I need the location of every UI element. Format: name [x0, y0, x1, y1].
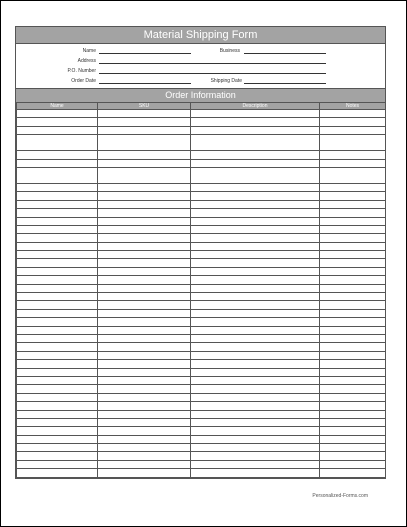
order-cell-notes[interactable]	[320, 376, 386, 384]
order-cell-sku[interactable]	[98, 276, 191, 284]
material-shipping-form	[15, 26, 386, 479]
order-cell-name[interactable]	[17, 151, 98, 159]
order-cell-name[interactable]	[17, 242, 98, 250]
order-cell-description[interactable]	[191, 368, 320, 376]
order-cell-description[interactable]	[191, 209, 320, 217]
order-cell-description[interactable]	[191, 217, 320, 225]
order-cell-sku[interactable]	[98, 192, 191, 200]
column-header-description: Description	[191, 103, 320, 110]
order-cell-name[interactable]	[17, 402, 98, 410]
order-cell-description[interactable]	[191, 242, 320, 250]
order-cell-notes[interactable]	[320, 183, 386, 191]
order-cell-description[interactable]	[191, 318, 320, 326]
order-cell-sku[interactable]	[98, 360, 191, 368]
order-cell-notes[interactable]	[320, 309, 386, 317]
table-row	[17, 167, 386, 183]
table-row	[17, 259, 386, 267]
order-cell-notes[interactable]	[320, 343, 386, 351]
order-cell-sku[interactable]	[98, 259, 191, 267]
order-cell-sku[interactable]	[98, 435, 191, 443]
order-cell-name[interactable]	[17, 410, 98, 418]
order-cell-name[interactable]	[17, 368, 98, 376]
order-cell-sku[interactable]	[98, 318, 191, 326]
table-row	[17, 368, 386, 376]
order-cell-notes[interactable]	[320, 259, 386, 267]
table-row	[17, 284, 386, 292]
order-cell-notes[interactable]	[320, 326, 386, 334]
table-row	[17, 469, 386, 477]
order-cell-sku[interactable]	[98, 159, 191, 167]
order-cell-description[interactable]	[191, 435, 320, 443]
po-number-field[interactable]	[99, 73, 326, 74]
order-cell-description[interactable]	[191, 200, 320, 208]
order-cell-sku[interactable]	[98, 293, 191, 301]
order-cell-notes[interactable]	[320, 410, 386, 418]
table-row	[17, 452, 386, 460]
order-cell-name[interactable]	[17, 435, 98, 443]
order-cell-description[interactable]	[191, 418, 320, 426]
order-cell-name[interactable]	[17, 418, 98, 426]
order-cell-name[interactable]	[17, 200, 98, 208]
shipping-date-field[interactable]	[244, 83, 326, 84]
order-cell-name[interactable]	[17, 217, 98, 225]
table-row	[17, 334, 386, 342]
footer-credit: Personalized-Forms.com	[312, 493, 368, 499]
order-cell-notes[interactable]	[320, 293, 386, 301]
business-label: Business	[219, 48, 240, 54]
order-cell-name[interactable]	[17, 118, 98, 126]
order-cell-name[interactable]	[17, 351, 98, 359]
order-cell-sku[interactable]	[98, 351, 191, 359]
order-cell-description[interactable]	[191, 167, 320, 183]
order-cell-description[interactable]	[191, 393, 320, 401]
table-row	[17, 209, 386, 217]
order-cell-name[interactable]	[17, 284, 98, 292]
order-cell-sku[interactable]	[98, 393, 191, 401]
order-cell-name[interactable]	[17, 393, 98, 401]
table-row	[17, 251, 386, 259]
table-row	[17, 360, 386, 368]
order-cell-sku[interactable]	[98, 183, 191, 191]
table-row	[17, 159, 386, 167]
order-cell-name[interactable]	[17, 159, 98, 167]
order-cell-description[interactable]	[191, 309, 320, 317]
table-row	[17, 192, 386, 200]
order-cell-description[interactable]	[191, 360, 320, 368]
order-cell-sku[interactable]	[98, 418, 191, 426]
order-cell-notes[interactable]	[320, 368, 386, 376]
order-cell-name[interactable]	[17, 301, 98, 309]
order-cell-notes[interactable]	[320, 200, 386, 208]
order-cell-sku[interactable]	[98, 135, 191, 151]
order-cell-sku[interactable]	[98, 385, 191, 393]
order-cell-name[interactable]	[17, 276, 98, 284]
order-cell-sku[interactable]	[98, 402, 191, 410]
order-cell-notes[interactable]	[320, 402, 386, 410]
table-row	[17, 427, 386, 435]
table-row	[17, 200, 386, 208]
order-cell-sku[interactable]	[98, 251, 191, 259]
order-cell-name[interactable]	[17, 452, 98, 460]
order-information-header: Order Information	[16, 88, 385, 103]
order-cell-notes[interactable]	[320, 118, 386, 126]
form-fields	[16, 44, 385, 88]
order-cell-name[interactable]	[17, 126, 98, 134]
order-cell-name[interactable]	[17, 167, 98, 183]
table-row	[17, 234, 386, 242]
order-cell-sku[interactable]	[98, 167, 191, 183]
table-row	[17, 402, 386, 410]
order-cell-sku[interactable]	[98, 234, 191, 242]
name-field[interactable]	[99, 53, 191, 54]
table-row	[17, 410, 386, 418]
table-row	[17, 460, 386, 468]
name-label: Name	[82, 48, 96, 54]
order-cell-notes[interactable]	[320, 318, 386, 326]
order-cell-name[interactable]	[17, 427, 98, 435]
order-cell-notes[interactable]	[320, 159, 386, 167]
order-cell-description[interactable]	[191, 276, 320, 284]
order-cell-sku[interactable]	[98, 110, 191, 118]
order-cell-description[interactable]	[191, 126, 320, 134]
order-cell-sku[interactable]	[98, 301, 191, 309]
order-cell-description[interactable]	[191, 234, 320, 242]
order-cell-sku[interactable]	[98, 452, 191, 460]
order-cell-sku[interactable]	[98, 460, 191, 468]
table-row	[17, 376, 386, 384]
column-header-sku: SKU	[98, 103, 191, 110]
order-cell-name[interactable]	[17, 192, 98, 200]
order-cell-description[interactable]	[191, 267, 320, 275]
order-cell-notes[interactable]	[320, 267, 386, 275]
order-cell-description[interactable]	[191, 452, 320, 460]
order-cell-sku[interactable]	[98, 309, 191, 317]
order-cell-sku[interactable]	[98, 326, 191, 334]
order-cell-sku[interactable]	[98, 469, 191, 477]
order-cell-description[interactable]	[191, 402, 320, 410]
order-cell-sku[interactable]	[98, 343, 191, 351]
order-cell-notes[interactable]	[320, 284, 386, 292]
order-cell-description[interactable]	[191, 410, 320, 418]
order-cell-notes[interactable]	[320, 234, 386, 242]
order-cell-name[interactable]	[17, 135, 98, 151]
order-cell-description[interactable]	[191, 159, 320, 167]
order-cell-description[interactable]	[191, 460, 320, 468]
order-cell-name[interactable]	[17, 293, 98, 301]
order-cell-description[interactable]	[191, 192, 320, 200]
order-cell-description[interactable]	[191, 183, 320, 191]
order-cell-notes[interactable]	[320, 301, 386, 309]
order-cell-sku[interactable]	[98, 267, 191, 275]
order-rows	[17, 110, 386, 478]
order-cell-description[interactable]	[191, 110, 320, 118]
table-row	[17, 343, 386, 351]
order-cell-notes[interactable]	[320, 151, 386, 159]
order-cell-description[interactable]	[191, 118, 320, 126]
order-cell-notes[interactable]	[320, 452, 386, 460]
order-cell-notes[interactable]	[320, 385, 386, 393]
order-cell-notes[interactable]	[320, 126, 386, 134]
table-row	[17, 444, 386, 452]
order-cell-name[interactable]	[17, 385, 98, 393]
order-cell-notes[interactable]	[320, 167, 386, 183]
order-cell-description[interactable]	[191, 151, 320, 159]
order-cell-name[interactable]	[17, 259, 98, 267]
order-cell-notes[interactable]	[320, 242, 386, 250]
order-cell-sku[interactable]	[98, 242, 191, 250]
table-row	[17, 225, 386, 233]
order-cell-notes[interactable]	[320, 393, 386, 401]
table-row	[17, 393, 386, 401]
order-cell-sku[interactable]	[98, 225, 191, 233]
order-cell-name[interactable]	[17, 360, 98, 368]
order-cell-sku[interactable]	[98, 126, 191, 134]
order-cell-notes[interactable]	[320, 110, 386, 118]
order-cell-sku[interactable]	[98, 427, 191, 435]
order-cell-description[interactable]	[191, 251, 320, 259]
order-cell-notes[interactable]	[320, 209, 386, 217]
table-row	[17, 126, 386, 134]
order-cell-notes[interactable]	[320, 217, 386, 225]
order-cell-description[interactable]	[191, 427, 320, 435]
order-cell-description[interactable]	[191, 469, 320, 477]
order-cell-sku[interactable]	[98, 444, 191, 452]
order-cell-description[interactable]	[191, 326, 320, 334]
order-cell-name[interactable]	[17, 234, 98, 242]
order-cell-sku[interactable]	[98, 334, 191, 342]
order-cell-description[interactable]	[191, 301, 320, 309]
address-label: Address	[77, 58, 96, 64]
table-row	[17, 110, 386, 118]
shipping-date-label: Shipping Date	[210, 78, 242, 84]
order-cell-notes[interactable]	[320, 435, 386, 443]
table-row	[17, 242, 386, 250]
table-row	[17, 151, 386, 159]
address-field[interactable]	[99, 63, 326, 64]
table-row	[17, 326, 386, 334]
table-row	[17, 435, 386, 443]
table-row	[17, 135, 386, 151]
order-cell-description[interactable]	[191, 259, 320, 267]
order-cell-notes[interactable]	[320, 192, 386, 200]
order-cell-notes[interactable]	[320, 418, 386, 426]
order-cell-description[interactable]	[191, 343, 320, 351]
order-cell-name[interactable]	[17, 376, 98, 384]
order-cell-description[interactable]	[191, 385, 320, 393]
table-row	[17, 217, 386, 225]
order-cell-notes[interactable]	[320, 460, 386, 468]
order-cell-name[interactable]	[17, 460, 98, 468]
order-cell-description[interactable]	[191, 351, 320, 359]
order-date-field[interactable]	[99, 83, 191, 84]
order-cell-description[interactable]	[191, 444, 320, 452]
order-cell-name[interactable]	[17, 343, 98, 351]
order-cell-name[interactable]	[17, 225, 98, 233]
table-row	[17, 309, 386, 317]
table-row	[17, 418, 386, 426]
order-cell-sku[interactable]	[98, 118, 191, 126]
order-cell-name[interactable]	[17, 251, 98, 259]
order-cell-description[interactable]	[191, 135, 320, 151]
table-row	[17, 267, 386, 275]
order-cell-description[interactable]	[191, 376, 320, 384]
order-cell-notes[interactable]	[320, 427, 386, 435]
order-cell-sku[interactable]	[98, 410, 191, 418]
order-cell-notes[interactable]	[320, 135, 386, 151]
table-row	[17, 385, 386, 393]
order-cell-name[interactable]	[17, 309, 98, 317]
order-cell-name[interactable]	[17, 469, 98, 477]
business-field[interactable]	[244, 53, 326, 54]
table-row	[17, 293, 386, 301]
table-row	[17, 118, 386, 126]
order-date-label: Order Date	[71, 78, 96, 84]
order-cell-description[interactable]	[191, 284, 320, 292]
column-header-notes: Notes	[320, 103, 386, 110]
order-cell-sku[interactable]	[98, 368, 191, 376]
order-cell-name[interactable]	[17, 318, 98, 326]
order-cell-sku[interactable]	[98, 284, 191, 292]
order-cell-name[interactable]	[17, 209, 98, 217]
order-cell-notes[interactable]	[320, 251, 386, 259]
order-cell-sku[interactable]	[98, 151, 191, 159]
order-cell-name[interactable]	[17, 183, 98, 191]
table-row	[17, 351, 386, 359]
order-cell-notes[interactable]	[320, 469, 386, 477]
order-cell-name[interactable]	[17, 444, 98, 452]
table-row	[17, 276, 386, 284]
order-cell-notes[interactable]	[320, 351, 386, 359]
order-cell-name[interactable]	[17, 110, 98, 118]
order-cell-description[interactable]	[191, 293, 320, 301]
order-cell-sku[interactable]	[98, 200, 191, 208]
po-number-label: P.O. Number	[67, 68, 96, 74]
order-cell-description[interactable]	[191, 334, 320, 342]
order-cell-name[interactable]	[17, 267, 98, 275]
order-cell-notes[interactable]	[320, 276, 386, 284]
order-cell-sku[interactable]	[98, 209, 191, 217]
form-title: Material Shipping Form	[16, 27, 385, 44]
order-cell-sku[interactable]	[98, 376, 191, 384]
table-row	[17, 318, 386, 326]
order-cell-notes[interactable]	[320, 360, 386, 368]
table-row	[17, 183, 386, 191]
order-cell-notes[interactable]	[320, 334, 386, 342]
column-header-name: Name	[17, 103, 98, 110]
order-cell-description[interactable]	[191, 225, 320, 233]
order-cell-notes[interactable]	[320, 225, 386, 233]
order-table	[16, 103, 386, 478]
order-cell-name[interactable]	[17, 334, 98, 342]
order-cell-notes[interactable]	[320, 444, 386, 452]
order-cell-sku[interactable]	[98, 217, 191, 225]
table-row	[17, 301, 386, 309]
order-cell-name[interactable]	[17, 326, 98, 334]
